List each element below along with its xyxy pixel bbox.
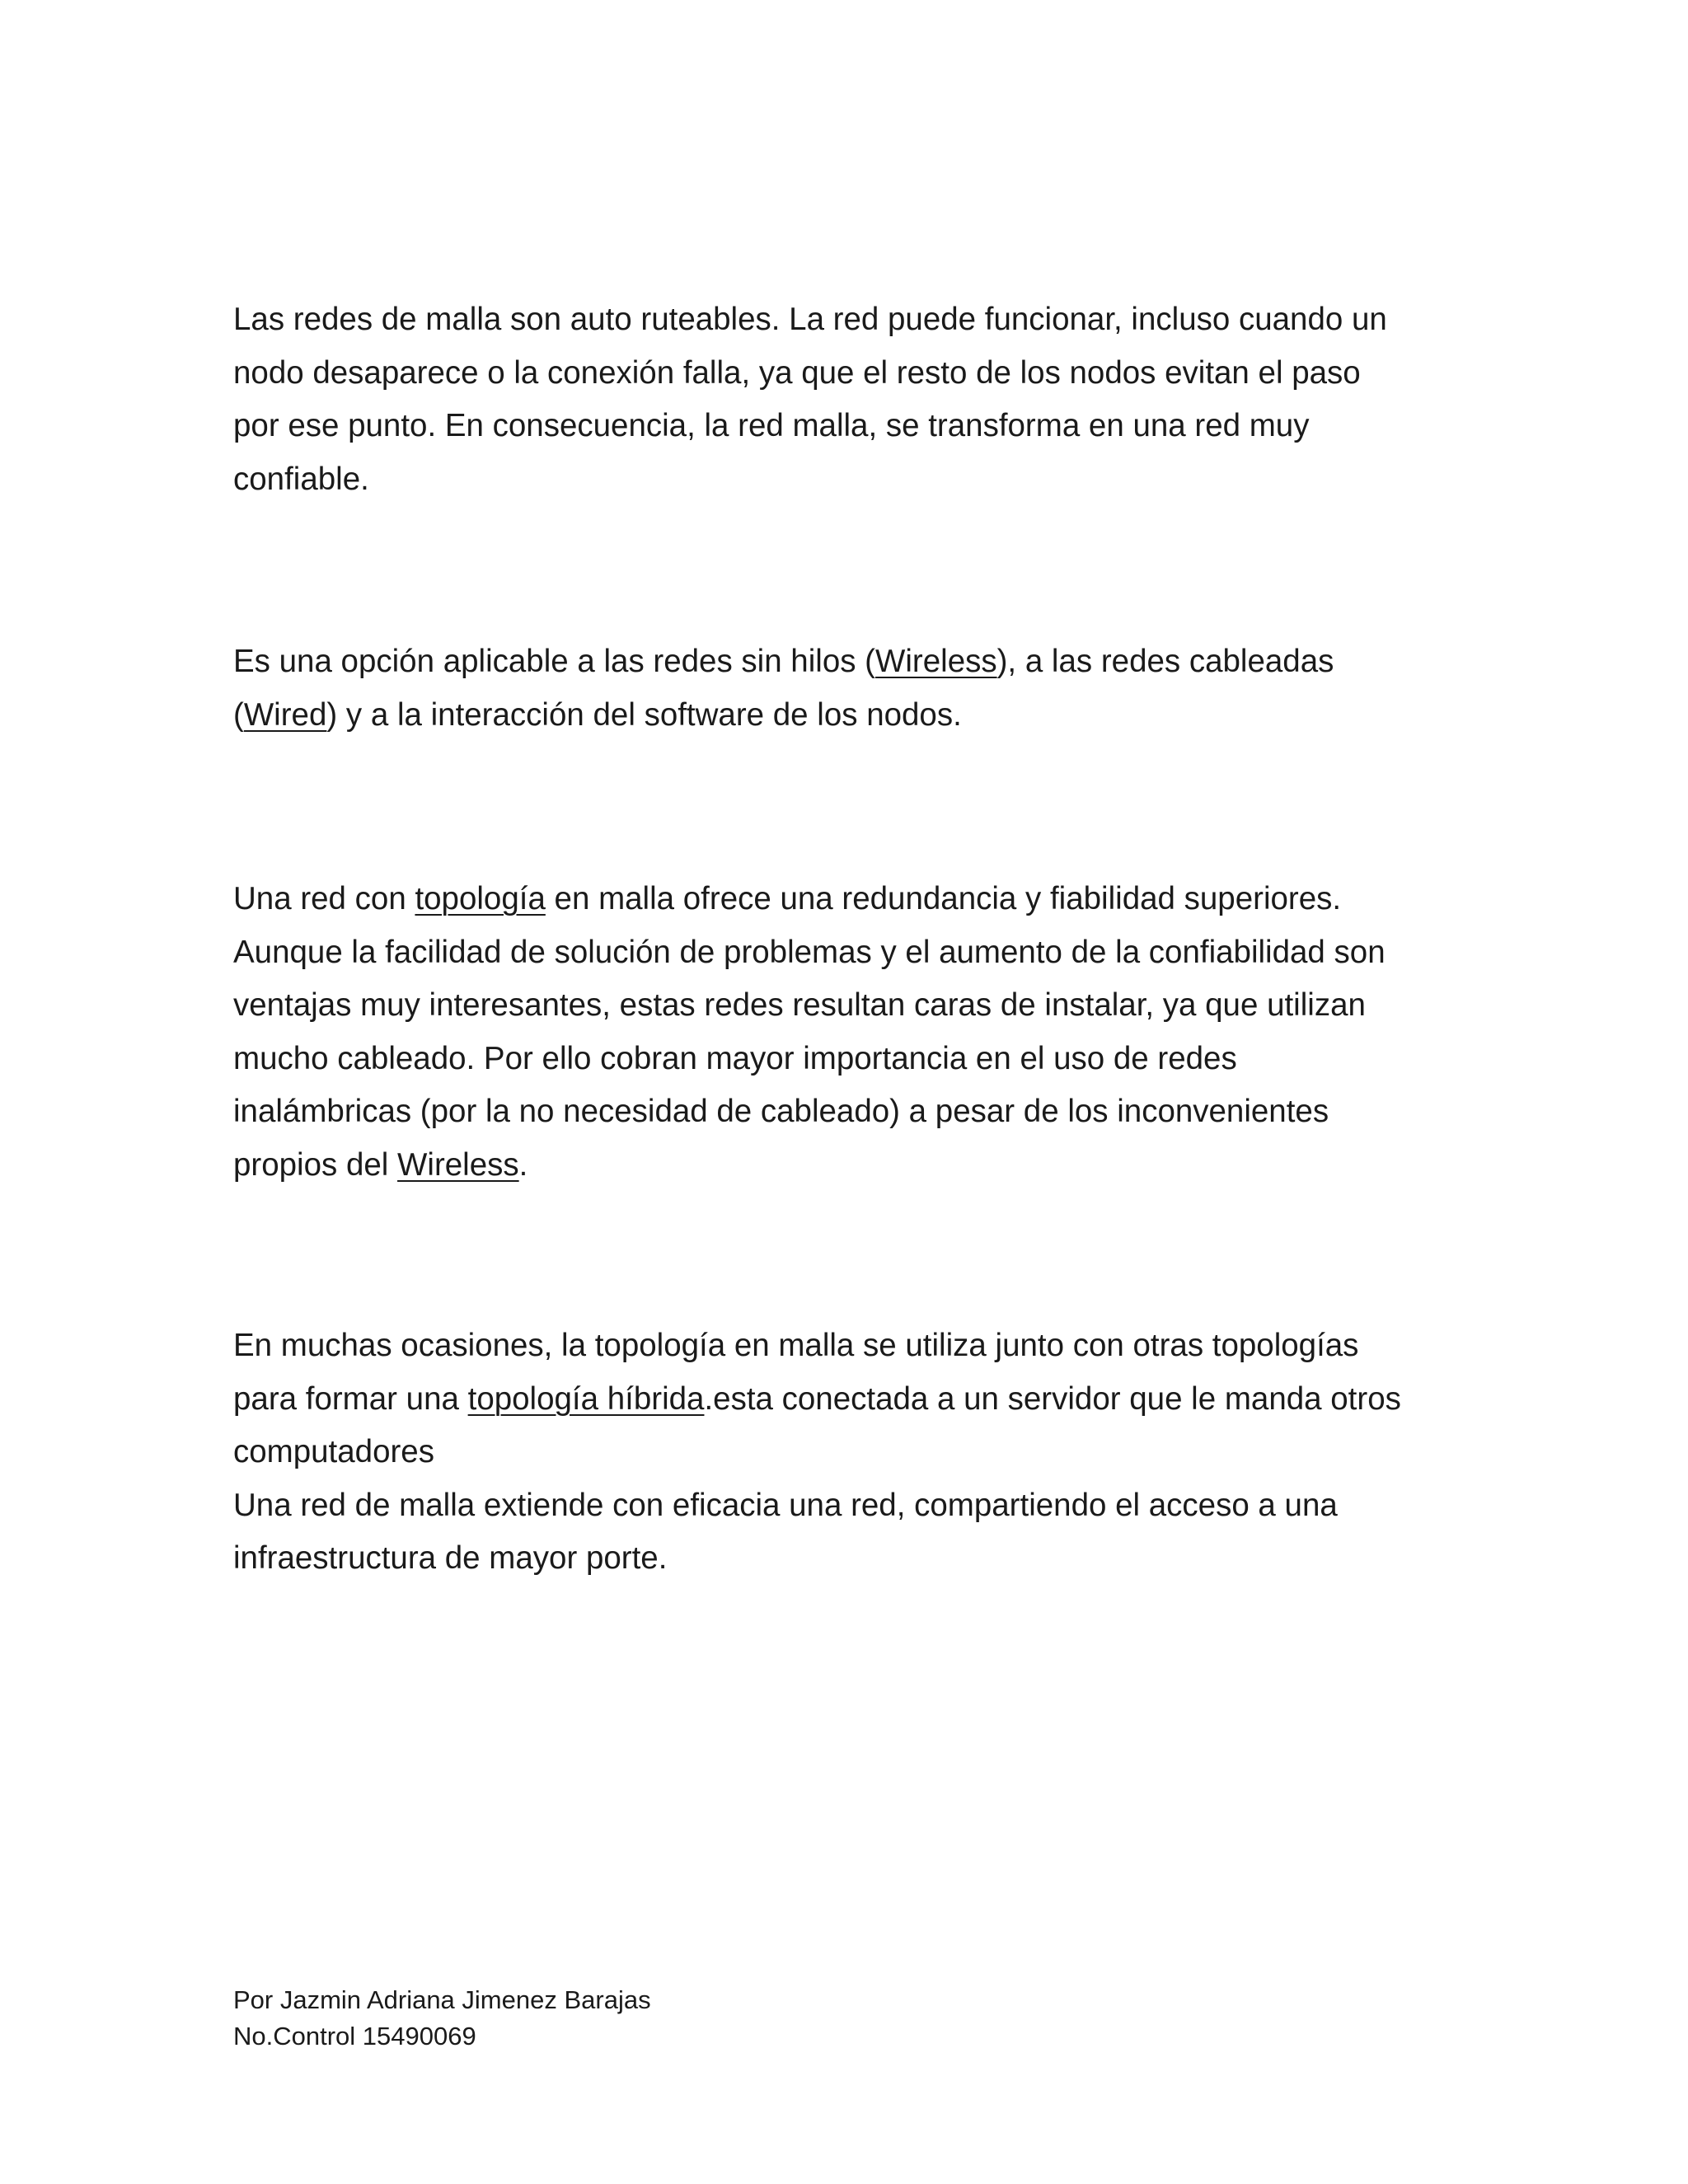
paragraph-1-line-1: Las redes de malla son auto ruteables. La red puede funcionar, incluso cuando un (233, 302, 1387, 337)
paragraph-2-line-1 (233, 635, 1486, 689)
paragraph-1 (233, 293, 1486, 506)
wired-link[interactable]: Wired (243, 696, 327, 733)
wireless-link[interactable]: Wireless (875, 644, 997, 679)
paragraph-4-line-4: Una red de malla extiende con eficacia una red, compartiendo el acceso a una (233, 1487, 1338, 1523)
paragraph-2-line-2 (233, 689, 1486, 743)
paragraph-3-line-1 (233, 873, 1486, 926)
text-run: en malla ofrece una redundancia y fiabilidad superiores. (545, 881, 1342, 916)
paragraph-1-line-2: nodo desaparece o la conexión falla, ya que el resto de los nodos evitan el paso (233, 354, 1361, 391)
text-run: para formar una (233, 1380, 468, 1417)
paragraph-4-line-2 (233, 1373, 1486, 1427)
wireless-link[interactable]: Wireless (397, 1146, 519, 1183)
text-run: Una red con (233, 881, 415, 916)
text-run: ), a las redes cableadas (996, 644, 1334, 679)
paragraph-1-line-3: por ese punto. En consecuencia, la red malla, se transforma en una red muy (233, 408, 1310, 443)
paragraph-4-line-1: En muchas ocasiones, la topología en malla se utiliza junto con otras topologías (233, 1328, 1359, 1363)
text-run: . (518, 1146, 528, 1183)
paragraph-3-line-3: ventajas muy interesantes, estas redes resultan caras de instalar, ya que utilizan (233, 987, 1366, 1023)
paragraph-4-line-5: infraestructura de mayor porte. (233, 1540, 668, 1576)
paragraph-1-line-4: confiable. (233, 461, 369, 497)
topologia-link[interactable]: topología (415, 881, 546, 916)
footer-control-number: No.Control 15490069 (233, 2022, 476, 2050)
paragraph-3-line-5: inalámbricas (por la no necesidad de cableado) a pesar de los inconvenientes (233, 1094, 1329, 1129)
paragraph-4 (233, 1319, 1486, 1586)
paragraph-4-line-3: computadores (233, 1434, 434, 1469)
topologia-hibrida-link[interactable]: topología híbrida (467, 1380, 705, 1417)
text-run: ( (233, 696, 244, 733)
paragraph-3-line-6 (233, 1139, 1486, 1193)
footer-author: Por Jazmin Adriana Jimenez Barajas (233, 1985, 651, 2014)
paragraph-3-line-4: mucho cableado. Por ello cobran mayor importancia en el uso de redes (233, 1040, 1237, 1076)
paragraph-3 (233, 873, 1486, 1192)
text-run: ) y a la interacción del software de los nodos. (326, 696, 962, 733)
footer (233, 1982, 651, 2055)
paragraph-2 (233, 635, 1486, 742)
text-run: Es una opción aplicable a las redes sin hilos ( (233, 644, 876, 679)
text-run: .esta conectada a un servidor que le manda otros (704, 1380, 1401, 1417)
text-run: propios del (233, 1146, 398, 1183)
paragraph-3-line-2: Aunque la facilidad de solución de problemas y el aumento de la confiabilidad son (233, 934, 1386, 970)
